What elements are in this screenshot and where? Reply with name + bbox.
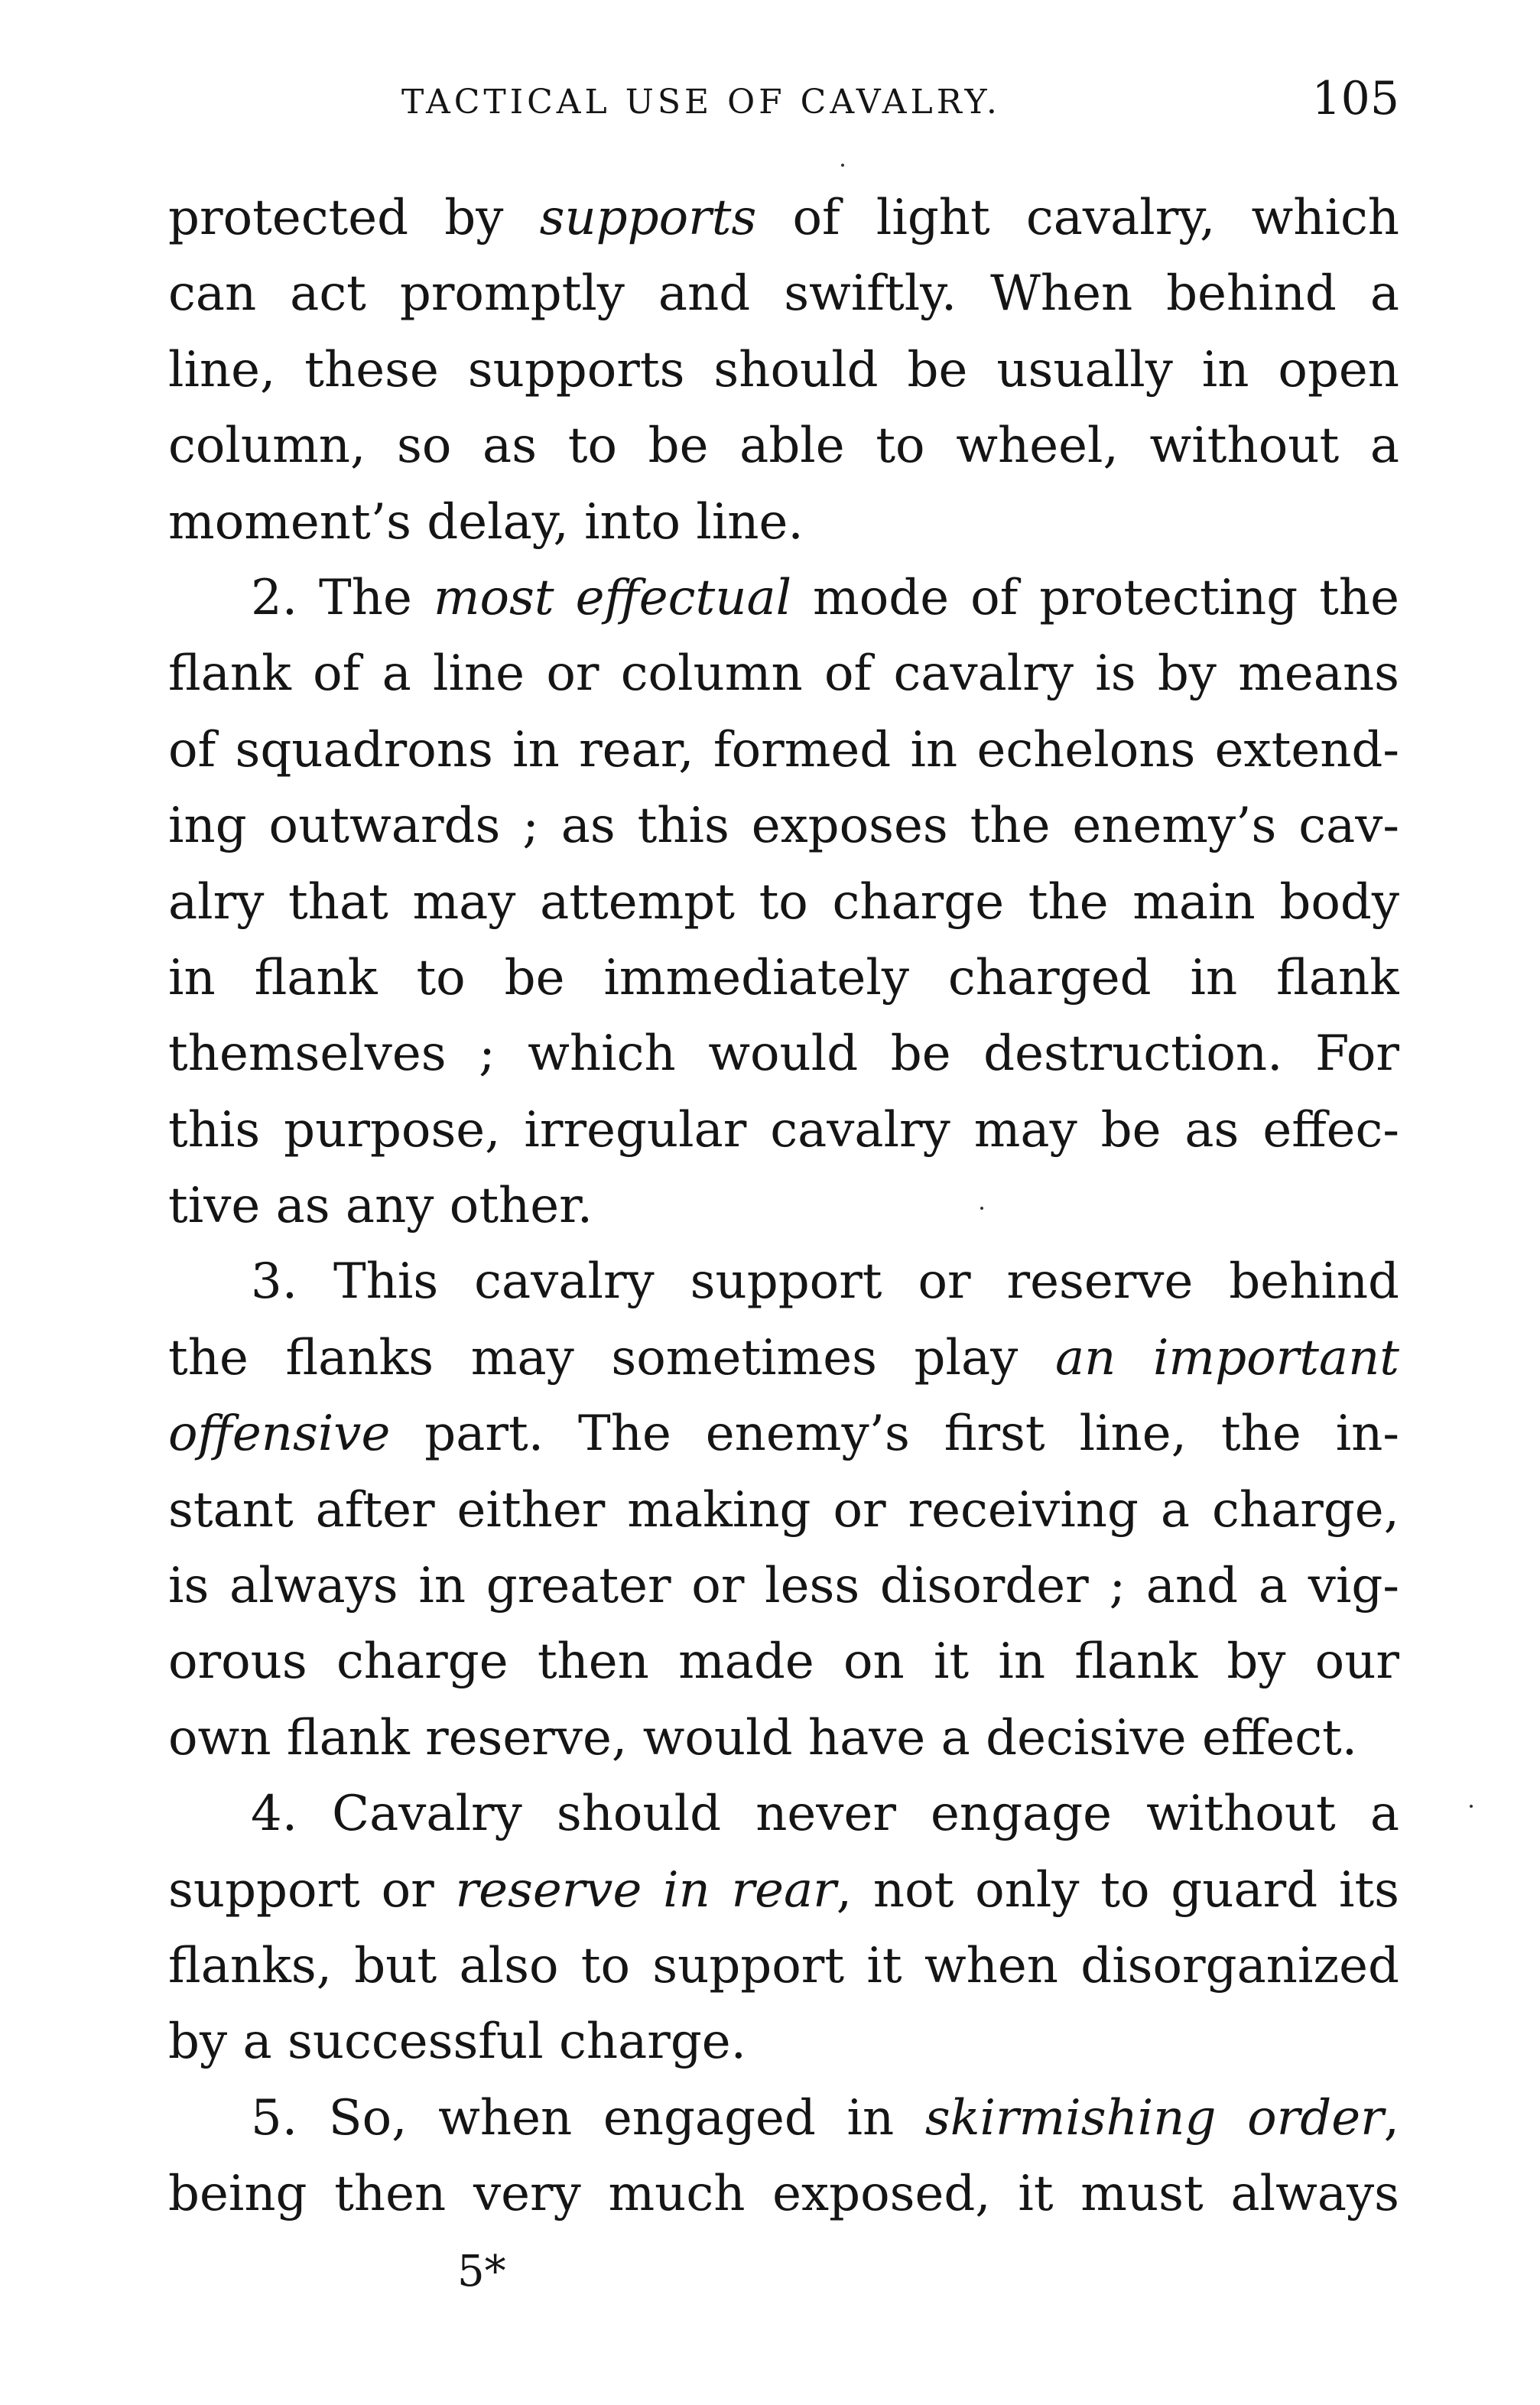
text-line	[168, 1093, 1399, 1168]
text-line	[168, 1853, 1399, 1929]
text-line	[168, 1929, 1399, 2004]
text-run: by a successful charge.	[168, 2013, 746, 2071]
text-run: line, these supports should be usually in open	[168, 341, 1399, 398]
text-run: is always in greater or less disorder ; and a vig-	[168, 1558, 1399, 1615]
text-line	[168, 1168, 1399, 1244]
text-run: flanks, but also to support it when disorganized	[168, 1937, 1399, 1994]
text-line	[168, 2081, 1399, 2156]
text-line	[168, 2156, 1399, 2232]
text-run: the flanks may sometimes play	[168, 1329, 1055, 1386]
text-line	[168, 1701, 1399, 1776]
text-run: column, so as to be able to wheel, without a	[168, 418, 1399, 475]
text-run: protected by	[168, 190, 540, 246]
text-run: 3. This cavalry support or reserve behind	[251, 1253, 1399, 1311]
italic-phrase: skirmishing order	[924, 2089, 1384, 2147]
text-run: stant after either making or receiving a charge,	[168, 1481, 1399, 1539]
paragraph	[168, 1244, 1399, 1776]
text-line	[168, 256, 1399, 332]
text-run: own flank reserve, would have a decisive effect.	[168, 1709, 1358, 1766]
text-run: 4. Cavalry should never engage without a	[251, 1786, 1399, 1843]
text-line	[168, 561, 1399, 636]
page-number: 105	[1311, 72, 1399, 125]
text-line	[168, 636, 1399, 712]
text-line	[168, 485, 1399, 561]
text-line	[168, 1776, 1399, 1852]
text-run: 2. The	[251, 569, 434, 626]
text-line	[168, 1016, 1399, 1092]
text-run: , not only to guard its	[836, 1861, 1399, 1919]
body-text	[168, 180, 1399, 2233]
italic-phrase: most effectual	[433, 569, 792, 626]
text-line	[168, 1244, 1399, 1320]
italic-phrase: reserve in rear	[455, 1861, 837, 1919]
italic-phrase: supports	[539, 190, 757, 246]
text-line	[168, 788, 1399, 864]
text-line	[168, 1321, 1399, 1396]
text-line	[168, 2004, 1399, 2080]
text-run: of light cavalry, which	[756, 190, 1399, 246]
print-speck	[980, 1207, 983, 1210]
text-run: in flank to be immediately charged in flank	[168, 949, 1399, 1006]
text-run: tive as any other.	[168, 1178, 593, 1235]
text-line	[168, 1624, 1399, 1700]
signature-mark: 5*	[457, 2247, 506, 2296]
text-line	[168, 865, 1399, 941]
text-run: 5. So, when engaged in	[251, 2089, 925, 2147]
text-run: this purpose, irregular cavalry may be as effec-	[168, 1101, 1399, 1159]
print-speck	[1470, 1805, 1473, 1808]
text-line	[168, 941, 1399, 1016]
paragraph	[168, 561, 1399, 1245]
text-line	[168, 1549, 1399, 1624]
text-run: themselves ; which would be destruction. For	[168, 1025, 1399, 1083]
text-run: of squadrons in rear, formed in echelons extend-	[168, 721, 1399, 778]
text-line	[168, 333, 1399, 408]
text-run: ing outwards ; as this exposes the enemy’s cav-	[168, 798, 1399, 855]
print-speck	[841, 164, 844, 167]
paragraph	[168, 180, 1399, 561]
text-line	[168, 408, 1399, 484]
paragraph	[168, 1776, 1399, 2081]
paragraph	[168, 2081, 1399, 2233]
text-line	[168, 1396, 1399, 1472]
text-run: mode of protecting the	[791, 569, 1399, 626]
text-run: alry that may attempt to charge the main body	[168, 873, 1399, 931]
text-line	[168, 1473, 1399, 1549]
text-line	[168, 180, 1399, 256]
text-run: part. The enemy’s first line, the in-	[390, 1406, 1399, 1463]
text-run: can act promptly and swiftly. When behind a	[168, 265, 1399, 323]
text-run: orous charge then made on it in flank by our	[168, 1633, 1399, 1691]
text-run: flank of a line or column of cavalry is by means	[168, 645, 1399, 703]
italic-phrase: an important	[1054, 1329, 1399, 1386]
italic-phrase: offensive	[168, 1406, 391, 1463]
running-title: TACTICAL USE OF CAVALRY.	[401, 83, 1001, 122]
text-line	[168, 713, 1399, 788]
text-run: ,	[1383, 2089, 1399, 2147]
text-run: being then very much exposed, it must always	[168, 2166, 1399, 2223]
text-run: support or	[168, 1861, 456, 1919]
page-header	[168, 70, 1399, 132]
text-run: moment’s delay, into line.	[168, 493, 804, 551]
